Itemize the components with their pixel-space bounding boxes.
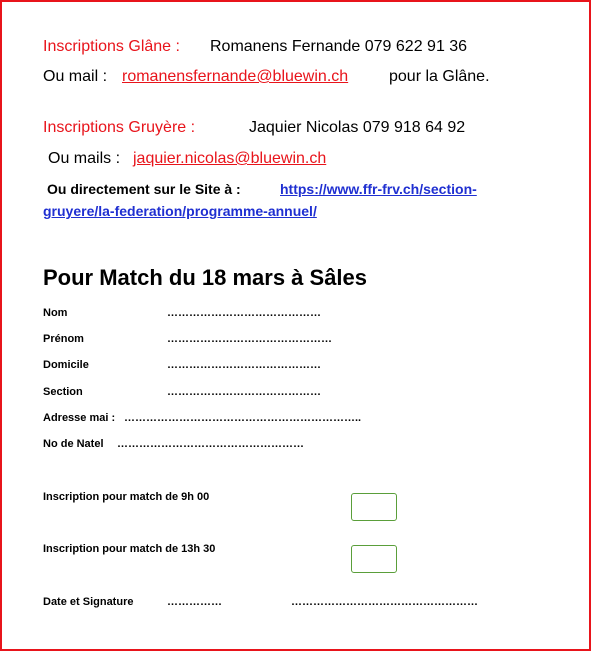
glane-label: Inscriptions Glâne : <box>43 38 180 55</box>
domicile-field[interactable]: …………………………………… <box>167 359 321 371</box>
glane-contact: Romanens Fernande 079 622 91 36 <box>210 38 468 55</box>
match-13h-label: Inscription pour match de 13h 30 <box>43 543 216 555</box>
site-url-line2[interactable]: gruyere/la-federation/programme-annuel/ <box>43 203 317 219</box>
site-prefix: Ou directement sur le Site à : <box>47 181 241 197</box>
adresse-field[interactable]: ……………………………………………………….. <box>124 412 362 424</box>
date-field[interactable]: …………… <box>167 596 222 608</box>
section-field[interactable]: …………………………………… <box>167 386 321 398</box>
glane-mail-link[interactable]: romanensfernande@bluewin.ch <box>122 68 349 85</box>
domicile-label: Domicile <box>43 359 89 371</box>
adresse-label: Adresse mai : <box>43 412 116 424</box>
gruyere-mail-prefix: Ou mails : <box>48 150 121 167</box>
nom-label: Nom <box>43 307 68 319</box>
natel-field[interactable]: …………………………………………… <box>117 438 304 450</box>
gruyere-label: Inscriptions Gruyère : <box>43 119 196 136</box>
natel-label: No de Natel <box>43 438 104 450</box>
match-9h-checkbox[interactable] <box>351 493 397 521</box>
prenom-label: Prénom <box>43 333 84 345</box>
match-9h-label: Inscription pour match de 9h 00 <box>43 491 210 503</box>
section-label: Section <box>43 386 83 398</box>
prenom-field[interactable]: ……………………………………… <box>167 333 332 345</box>
site-url-line1[interactable]: https://www.ffr-frv.ch/section- <box>280 181 477 197</box>
glane-mail-prefix: Ou mail : <box>43 68 108 85</box>
signature-label: Date et Signature <box>43 596 134 608</box>
signature-field[interactable]: …………………………………………… <box>291 596 478 608</box>
nom-field[interactable]: …………………………………… <box>167 307 321 319</box>
glane-mail-suffix: pour la Glâne. <box>389 68 490 85</box>
form-title: Pour Match du 18 mars à Sâles <box>43 265 368 290</box>
gruyere-mail-link[interactable]: jaquier.nicolas@bluewin.ch <box>133 150 327 167</box>
gruyere-contact: Jaquier Nicolas 079 918 64 92 <box>249 119 466 136</box>
match-13h-checkbox[interactable] <box>351 545 397 573</box>
